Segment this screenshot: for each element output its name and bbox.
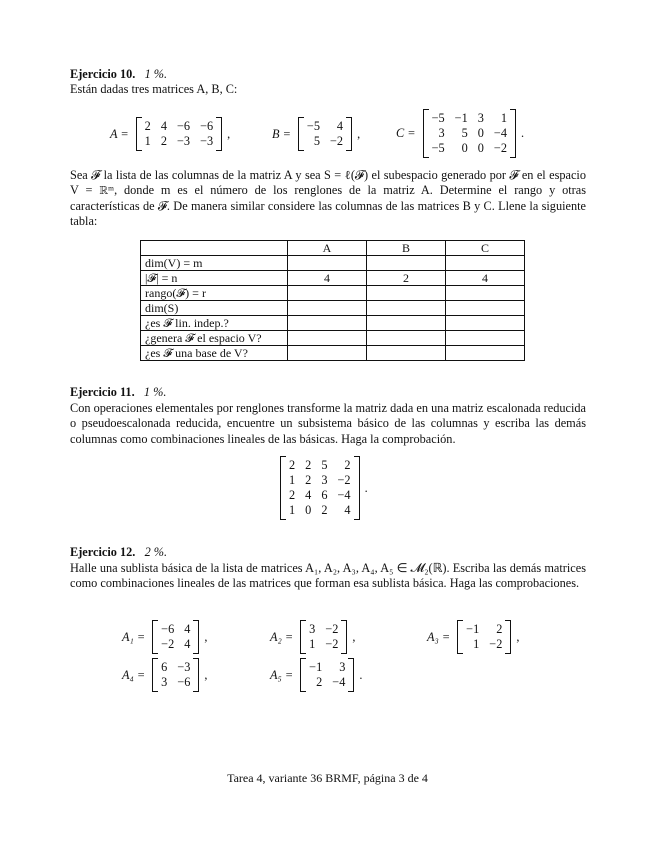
matrix-body [152,658,199,692]
table-cell [446,331,525,346]
matrix-A1 [122,620,208,654]
matrix-entry: 1 [309,637,316,651]
matrix-entry: 1 [500,111,508,125]
matrix-entry: 0 [477,126,484,140]
ex10-table [140,240,525,361]
matrix-entry: −5 [431,111,445,125]
table-cell: ¿es 𝓕 lin. indep.? [141,316,288,331]
matrix-punct: , [516,629,520,644]
matrix-entry: −5 [431,141,445,155]
ex12-body: Halle una sublista básica de la lista de matrices A₁, A₂, A₃, A₄, A₅ ∈ 𝓜₂(ℝ). Escriba las demás matrices como combinaciones lineales de las matrices que forman esa sublista básica. Haga las comprobaciones. [70,561,586,591]
ex11-heading-line [70,385,166,400]
ex12-heading: Ejercicio 12. [70,545,136,559]
matrix-punct: . [521,126,525,140]
table-header-row [141,241,525,256]
matrix-label: A₅ = [270,667,294,682]
matrix-body [423,109,516,158]
table-row [141,271,525,286]
table-cell: 4 [446,271,525,286]
right-bracket [348,658,354,692]
matrix-M [277,456,368,520]
matrix-entry: −3 [200,134,214,148]
matrix-entry: −1 [466,622,480,636]
matrix-entry: 3 [339,660,346,674]
table-cell: rango(𝓕) = r [141,286,288,301]
right-bracket [341,620,347,654]
matrix-entry: −3 [177,660,191,674]
right-bracket [216,117,222,151]
matrix-A [110,117,230,151]
matrix-body [300,658,354,692]
ex10-percent: 1 %. [144,67,168,81]
table-cell [446,346,525,361]
table-cell: |𝓕| = n [141,271,288,286]
table-cell: 4 [288,271,367,286]
table-cell [367,346,446,361]
matrix-entry: 6 [321,488,328,502]
matrix-C [396,109,524,158]
matrix-entry: 4 [184,637,191,651]
matrix-A2 [270,620,356,654]
matrix-entry: −4 [493,126,508,140]
matrix-entry: 0 [305,503,312,517]
matrix-entry: 3 [477,111,484,125]
matrix-entry: −6 [176,119,191,133]
table-cell [367,301,446,316]
matrix-entry: 6 [161,660,168,674]
matrix-entry: −2 [489,637,503,651]
matrix-label: A₁ = [122,629,146,644]
matrix-label: B = [272,126,291,141]
table-header-cell: A [288,241,367,256]
matrix-entry: 0 [461,141,468,155]
right-bracket [193,658,199,692]
matrix-entry: −6 [177,675,191,689]
table-header-cell: C [446,241,525,256]
matrix-entry: −5 [306,119,320,133]
table-cell [367,316,446,331]
matrix-entry: −2 [325,622,339,636]
ex11-heading: Ejercicio 11. [70,385,135,399]
matrix-body [136,117,223,151]
table-cell [367,286,446,301]
ex11-body: Con operaciones elementales por renglones transforme la matriz dada en una matriz escalonada reducida o pseudoescalonada reducida, encuentre un subsistema básico de las columnas y escriba las demás columnas como combinaciones lineales de las básicas. Haga la comprobación. [70,401,586,446]
matrix-entry: 1 [289,503,296,517]
matrix-punct: . [359,667,363,682]
matrix-entry: 3 [438,126,445,140]
matrix-entry: −2 [161,637,175,651]
page-footer: Tarea 4, variante 36 BRMF, página 3 de 4 [227,771,428,785]
matrix-label: A₄ = [122,667,146,682]
ex10-heading-line [70,67,167,82]
table-cell [288,286,367,301]
table-row [141,346,525,361]
matrix-entry: −4 [337,488,351,502]
table-cell [446,286,525,301]
matrix-entry: 4 [344,503,351,517]
matrix-entry: 4 [336,119,344,133]
matrix-entry: 2 [321,503,328,517]
matrix-entry: 3 [321,473,328,487]
matrix-entry: −4 [332,675,346,689]
matrix-punct: , [204,629,208,644]
table-cell [288,331,367,346]
matrix-entry: 2 [344,458,351,472]
table-cell [446,256,525,271]
matrix-entry: 3 [161,675,168,689]
matrix-body [457,620,511,654]
table-cell [288,346,367,361]
right-bracket [510,109,516,158]
ex10-intro: Están dadas tres matrices A, B, C: [70,82,238,96]
matrix-entry: 2 [305,473,312,487]
table-cell: dim(V) = m [141,256,288,271]
matrix-entry: 4 [184,622,191,636]
matrix-label: C = [396,126,416,140]
matrix-punct: , [204,667,208,682]
matrix-punct: , [227,126,231,141]
table-row [141,316,525,331]
matrix-punct: , [352,629,356,644]
right-bracket [193,620,199,654]
table-row [141,331,525,346]
ex10-body: Sea 𝓕 la lista de las columnas de la matriz A y sea S = ℓ(𝓕) el subespacio generado por 𝓕 en el espacio V = ℝᵐ, donde m es el número de los renglones de la matriz A. Determine el rango y otras características de 𝓕. De manera similar considere las columnas de las matrices B y C. Llene la siguiente tabla: [70,168,586,229]
matrix-entry: −1 [454,111,468,125]
matrix-punct: , [357,126,361,141]
matrix-entry: 2 [289,458,296,472]
matrix-A4 [122,658,208,692]
table-cell [446,316,525,331]
matrix-B [272,117,360,151]
matrix-entry: 3 [309,622,316,636]
table-row [141,301,525,316]
matrix-entry: −2 [325,637,339,651]
matrix-entry: 5 [461,126,468,140]
matrix-entry: 1 [289,473,296,487]
matrix-body [300,620,347,654]
matrix-entry: −1 [309,660,323,674]
matrix-entry: 1 [473,637,480,651]
matrix-entry: −2 [337,473,351,487]
matrix-entry: 2 [496,622,503,636]
matrix-entry: −3 [176,134,191,148]
table-cell [367,256,446,271]
matrix-entry: −6 [200,119,214,133]
matrix-body [298,117,352,151]
table-header-cell: B [367,241,446,256]
ex12-percent: 2 %. [144,545,168,559]
matrix-entry: 4 [160,119,167,133]
table-row [141,256,525,271]
matrix-body [152,620,199,654]
matrix-entry: 1 [144,134,151,148]
matrix-entry: −2 [493,141,508,155]
matrix-A3 [427,620,519,654]
ex12-heading-line [70,545,167,560]
right-bracket [354,456,360,520]
table-cell [288,256,367,271]
table-header-cell [141,241,288,256]
matrix-entry: 0 [477,141,484,155]
table-cell [367,331,446,346]
matrix-label: A₂ = [270,629,294,644]
matrix-label: A = [110,126,129,141]
table-cell [288,316,367,331]
matrix-entry: −6 [161,622,175,636]
table-cell: 2 [367,271,446,286]
right-bracket [346,117,352,151]
matrix-entry: −2 [329,134,344,148]
right-bracket [505,620,511,654]
matrix-entry: 5 [321,458,328,472]
matrix-entry: 2 [316,675,323,689]
matrix-body [280,456,360,520]
matrix-entry: 5 [313,134,320,148]
matrix-A5 [270,658,362,692]
table-cell [288,301,367,316]
matrix-entry: 2 [289,488,296,502]
matrix-entry: 4 [305,488,312,502]
matrix-label: A₃ = [427,629,451,644]
table-cell [446,301,525,316]
table-row [141,286,525,301]
matrix-entry: 2 [144,119,151,133]
ex11-percent: 1 %. [143,385,167,399]
table-cell: ¿genera 𝓕 el espacio V? [141,331,288,346]
matrix-entry: 2 [160,134,167,148]
table-cell: ¿es 𝓕 una base de V? [141,346,288,361]
matrix-entry: 2 [305,458,312,472]
table-cell: dim(S) [141,301,288,316]
matrix-punct: . [364,480,368,495]
ex10-heading: Ejercicio 10. [70,67,136,81]
